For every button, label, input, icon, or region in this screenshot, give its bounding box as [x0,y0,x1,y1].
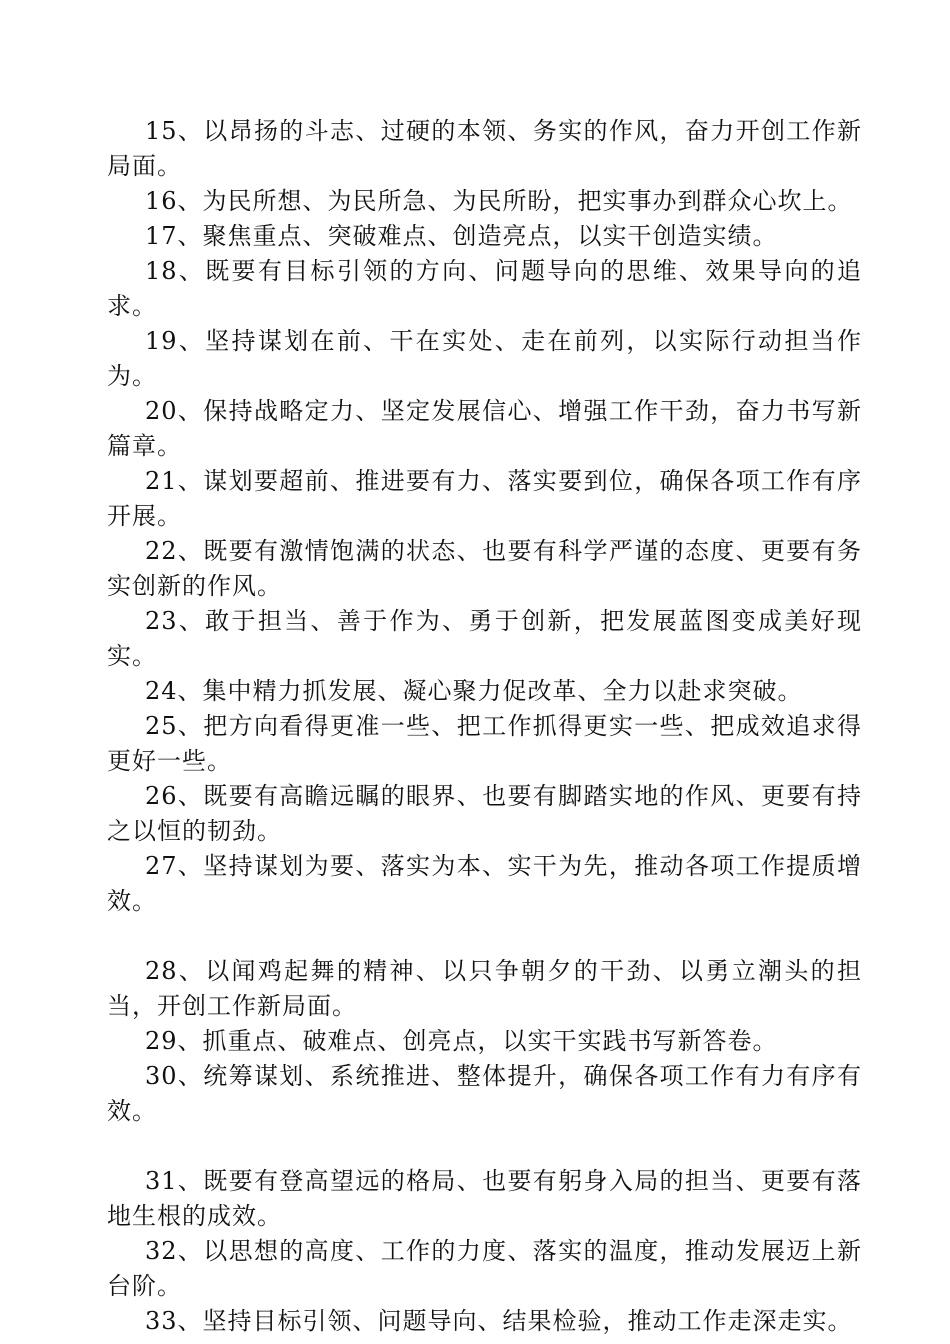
paragraph-15: 15、以昂扬的斗志、过硬的本领、务实的作风，奋力开创工作新局面。 [107,117,862,180]
paragraph-28: 28、以闻鸡起舞的精神、以只争朝夕的干劲、以勇立潮头的担当，开创工作新局面。 [107,957,862,1020]
paragraph-22: 22、既要有激情饱满的状态、也要有科学严谨的态度、更要有务实创新的作风。 [107,537,862,600]
paragraph-17: 17、聚焦重点、突破难点、创造亮点，以实干创造实绩。 [145,222,778,250]
paragraph-20: 20、保持战略定力、坚定发展信心、增强工作干劲，奋力书写新篇章。 [107,397,862,460]
paragraph-32: 32、以思想的高度、工作的力度、落实的温度，推动发展迈上新台阶。 [107,1237,862,1300]
paragraph-33: 33、坚持目标引领、问题导向、结果检验，推动工作走深走实。 [145,1307,853,1335]
paragraph-25: 25、把方向看得更准一些、把工作抓得更实一些、把成效追求得更好一些。 [107,712,862,775]
paragraph-24: 24、集中精力抓发展、凝心聚力促改革、全力以赴求突破。 [145,677,803,705]
paragraph-23: 23、敢于担当、善于作为、勇于创新，把发展蓝图变成美好现实。 [107,607,862,670]
paragraph-16: 16、为民所想、为民所急、为民所盼，把实事办到群众心坎上。 [145,187,853,215]
paragraph-21: 21、谋划要超前、推进要有力、落实要到位，确保各项工作有序开展。 [107,467,862,530]
paragraph-18: 18、既要有目标引领的方向、问题导向的思维、效果导向的追求。 [107,257,862,320]
paragraph-26: 26、既要有高瞻远瞩的眼界、也要有脚踏实地的作风、更要有持之以恒的韧劲。 [107,782,862,845]
paragraph-31: 31、既要有登高望远的格局、也要有躬身入局的担当、更要有落地生根的成效。 [107,1167,862,1230]
paragraph-29: 29、抓重点、破难点、创亮点，以实干实践书写新答卷。 [145,1027,778,1055]
document-body [107,114,862,1339]
paragraph-27: 27、坚持谋划为要、落实为本、实干为先，推动各项工作提质增效。 [107,852,862,915]
paragraph-19: 19、坚持谋划在前、干在实处、走在前列，以实际行动担当作为。 [107,327,862,390]
paragraph-30: 30、统筹谋划、系统推进、整体提升，确保各项工作有力有序有效。 [107,1062,862,1125]
